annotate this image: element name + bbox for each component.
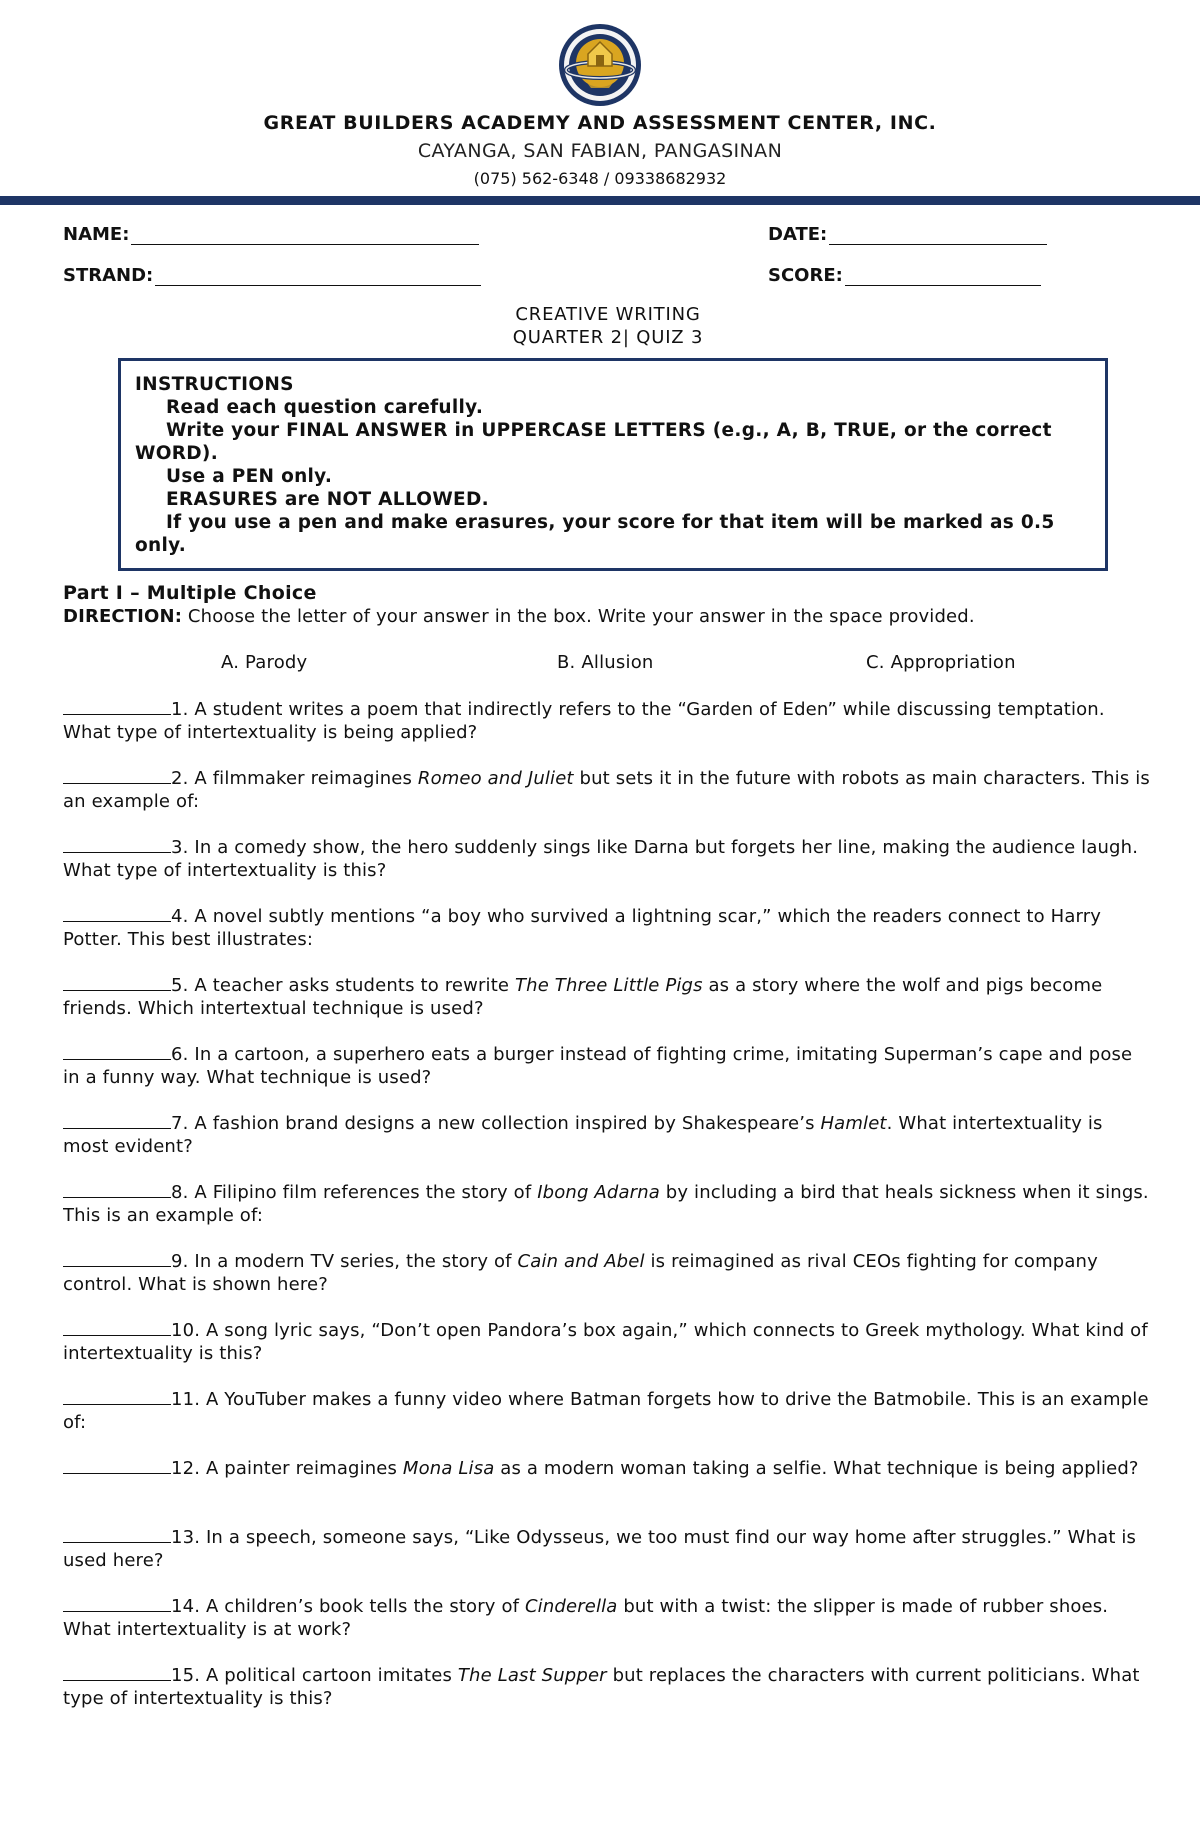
name-label: NAME: [63, 224, 130, 245]
question-title-italic: Cinderella [524, 1596, 618, 1617]
question-text-end: is reimagined as rival CEOs fighting for company control. What is shown here? [63, 1251, 1098, 1295]
score-input-line[interactable] [845, 267, 1041, 286]
answer-blank[interactable] [63, 1111, 171, 1129]
question-text: A student writes a poem that indirectly refers to the “Garden of Eden” while discussing temptation. What type of intertextuality is being applied? [63, 699, 1105, 743]
answer-blank[interactable] [63, 1180, 171, 1198]
date-label: DATE: [768, 224, 828, 245]
instruction-item: Read each question carefully. [166, 397, 484, 418]
answer-blank[interactable] [63, 1042, 171, 1060]
question-number: 9. [171, 1251, 189, 1272]
question-item [63, 1111, 1153, 1180]
instruction-item: Use a PEN only. [166, 466, 333, 487]
question-text: A filmmaker reimagines [188, 768, 418, 789]
question-title-italic: The Three Little Pigs [515, 975, 703, 996]
date-input-line[interactable] [829, 226, 1047, 245]
instructions-title: INSTRUCTIONS [135, 374, 294, 395]
question-item [63, 1663, 1153, 1732]
question-text: A teacher asks students to rewrite [188, 975, 515, 996]
direction-text [63, 606, 975, 627]
direction-label: DIRECTION: [63, 606, 183, 627]
header-divider-bar [0, 196, 1200, 205]
question-number: 13. [171, 1527, 201, 1548]
question-text: A fashion brand designs a new collection inspired by Shakespeare’s [188, 1113, 821, 1134]
question-item [63, 766, 1153, 835]
answer-blank[interactable] [63, 973, 171, 991]
question-number: 14. [171, 1596, 201, 1617]
question-text-end: but sets it in the future with robots as main characters. This is an example of: [63, 768, 1150, 812]
choice-b: B. Allusion [557, 652, 654, 673]
question-text: A song lyric says, “Don’t open Pandora’s box again,” which connects to Greek mythology. What kind of intertextuality is this? [63, 1320, 1148, 1364]
question-list [63, 697, 1153, 1732]
question-number: 1. [171, 699, 189, 720]
answer-blank[interactable] [63, 1594, 171, 1612]
question-text: A children’s book tells the story of [200, 1596, 525, 1617]
answer-blank[interactable] [63, 1387, 171, 1405]
question-item [63, 697, 1153, 766]
question-number: 10. [171, 1320, 201, 1341]
question-number: 12. [171, 1458, 201, 1479]
question-title-italic: Hamlet [820, 1113, 887, 1134]
question-text-end: . What intertextuality is most evident? [63, 1113, 1103, 1157]
instructions-box [118, 358, 1108, 571]
question-item [63, 1318, 1153, 1387]
score-label: SCORE: [768, 265, 843, 286]
question-item [63, 1180, 1153, 1249]
score-field [768, 265, 1041, 286]
answer-blank[interactable] [63, 1663, 171, 1681]
instruction-item: Write your FINAL ANSWER in UPPERCASE LETTERS (e.g., A, B, TRUE, or the correct WORD). [135, 420, 1052, 464]
answer-blank[interactable] [63, 1525, 171, 1543]
question-item [63, 1042, 1153, 1111]
question-number: 2. [171, 768, 189, 789]
strand-input-line[interactable] [155, 267, 481, 286]
question-text-end: as a story where the wolf and pigs become friends. Which intertextual technique is used? [63, 975, 1103, 1019]
instruction-item: If you use a pen and make erasures, your score for that item will be marked as 0.5 only. [135, 512, 1055, 556]
answer-blank[interactable] [63, 1456, 171, 1474]
question-item [63, 1456, 1153, 1525]
question-item [63, 1525, 1153, 1594]
name-input-line[interactable] [131, 226, 479, 245]
question-text: A Filipino film references the story of [188, 1182, 538, 1203]
question-text: In a comedy show, the hero suddenly sings like Darna but forgets her line, making the audience laugh. What type of intertextuality is this? [63, 837, 1139, 881]
answer-blank[interactable] [63, 697, 171, 715]
question-number: 4. [171, 906, 189, 927]
name-field [63, 224, 479, 245]
question-item [63, 973, 1153, 1042]
question-number: 3. [171, 837, 189, 858]
school-contact: (075) 562-6348 / 09338682932 [473, 169, 727, 188]
question-title-italic: Romeo and Juliet [417, 768, 574, 789]
question-item [63, 1594, 1153, 1663]
question-text: In a modern TV series, the story of [188, 1251, 518, 1272]
question-item [63, 904, 1153, 973]
question-text-end: but replaces the characters with current politicians. What type of intertextuality is this? [63, 1665, 1140, 1709]
strand-label: STRAND: [63, 265, 154, 286]
quiz-subject: CREATIVE WRITING [515, 304, 701, 325]
question-item [63, 1387, 1153, 1456]
question-number: 8. [171, 1182, 189, 1203]
answer-blank[interactable] [63, 1249, 171, 1267]
part-title: Part I – Multiple Choice [63, 582, 317, 604]
question-number: 5. [171, 975, 189, 996]
question-text: In a cartoon, a superhero eats a burger instead of fighting crime, imitating Superman’s cape and pose in a funny way. What technique is used? [63, 1044, 1133, 1088]
answer-blank[interactable] [63, 766, 171, 784]
question-text-end: but with a twist: the slipper is made of rubber shoes. What intertextuality is at work? [63, 1596, 1109, 1640]
question-text: A YouTuber makes a funny video where Batman forgets how to drive the Batmobile. This is an example of: [63, 1389, 1149, 1433]
question-item [63, 1249, 1153, 1318]
question-number: 7. [171, 1113, 189, 1134]
question-text: In a speech, someone says, “Like Odysseus, we too must find our way home after struggles.” What is used here? [63, 1527, 1137, 1571]
question-title-italic: Mona Lisa [402, 1458, 495, 1479]
question-number: 11. [171, 1389, 201, 1410]
question-text: A political cartoon imitates [200, 1665, 458, 1686]
question-title-italic: The Last Supper [457, 1665, 607, 1686]
date-field [768, 224, 1047, 245]
question-title-italic: Ibong Adarna [537, 1182, 660, 1203]
question-title-italic: Cain and Abel [517, 1251, 645, 1272]
school-seal-logo [557, 22, 643, 108]
answer-blank[interactable] [63, 904, 171, 922]
question-number: 6. [171, 1044, 189, 1065]
question-text-end: by including a bird that heals sickness when it sings. This is an example of: [63, 1182, 1149, 1226]
question-item [63, 835, 1153, 904]
school-address: CAYANGA, SAN FABIAN, PANGASINAN [417, 140, 783, 162]
strand-field [63, 265, 481, 286]
question-number: 15. [171, 1665, 201, 1686]
question-text: A novel subtly mentions “a boy who survived a lightning scar,” which the readers connect to Harry Potter. This best illustrates: [63, 906, 1102, 950]
question-text: A painter reimagines [200, 1458, 403, 1479]
quiz-quarter: QUARTER 2| QUIZ 3 [512, 327, 704, 348]
choice-a: A. Parody [221, 652, 308, 673]
school-name: GREAT BUILDERS ACADEMY AND ASSESSMENT CENTER, INC. [263, 112, 937, 134]
direction-body: Choose the letter of your answer in the box. Write your answer in the space provided. [182, 606, 975, 627]
instruction-item: ERASURES are NOT ALLOWED. [166, 489, 489, 510]
answer-blank[interactable] [63, 835, 171, 853]
choice-c: C. Appropriation [866, 652, 1016, 673]
question-text-end: as a modern woman taking a selfie. What technique is being applied? [494, 1458, 1139, 1479]
answer-blank[interactable] [63, 1318, 171, 1336]
